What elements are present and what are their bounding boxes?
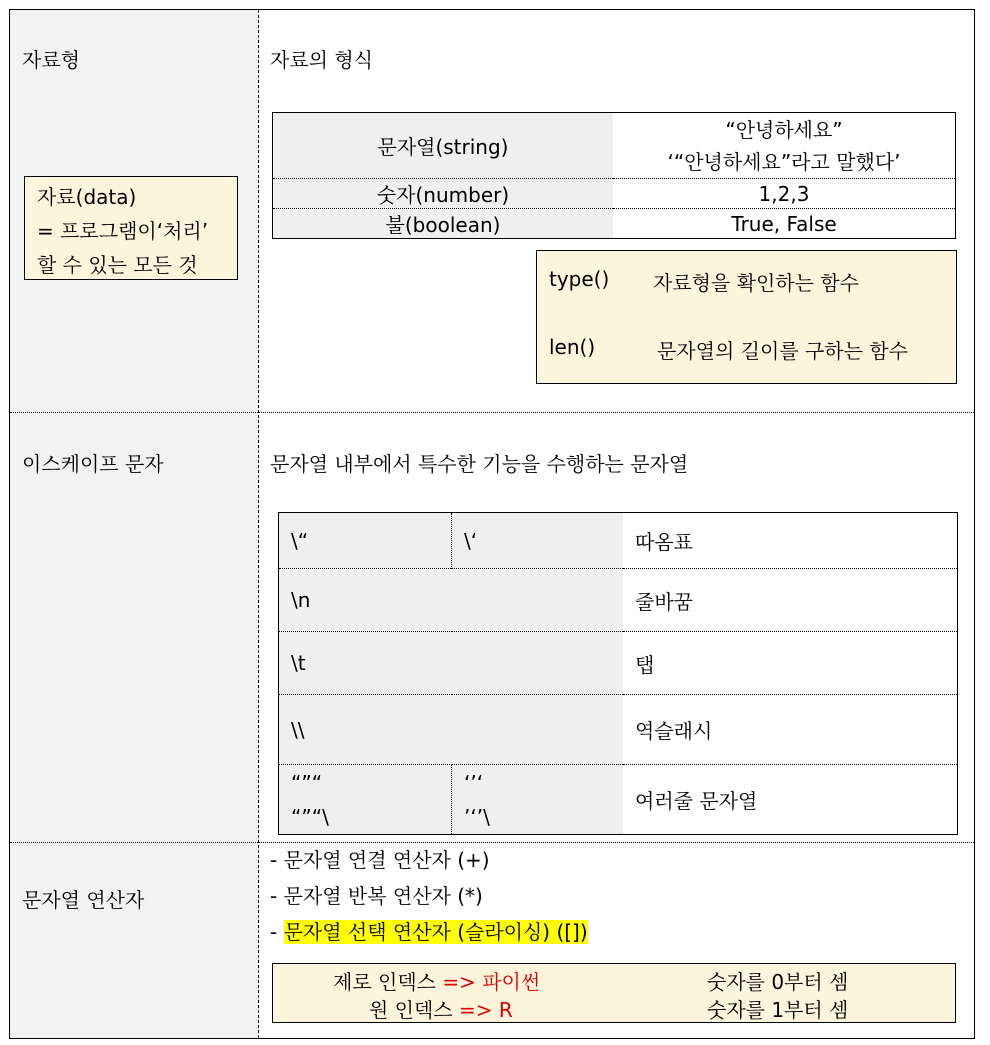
escape-line: “”“\ [291, 804, 329, 829]
escape-code: \“ [279, 513, 452, 569]
escape-code [452, 765, 624, 835]
index-label: 제로 인덱스 [333, 970, 436, 994]
escape-desc: 줄바꿈 [623, 569, 958, 632]
func-desc: 자료형을 확인하는 함수 [653, 271, 859, 295]
escape-desc: 따옴표 [635, 530, 693, 554]
index-line [333, 966, 540, 995]
arrow: => [459, 998, 493, 1022]
escape-desc: 여러줄 문자열 [623, 765, 958, 835]
datatype-table [272, 112, 956, 239]
example-cell: True, False [613, 209, 956, 239]
arrow: => [442, 970, 476, 994]
escape-desc: 역슬래시 [623, 695, 958, 765]
index-desc: 숫자를 1부터 셈 [707, 998, 849, 1022]
operator-item: - 문자열 연결 연산자 (+) [270, 848, 490, 872]
row-label-datatype: 자료형 [22, 48, 80, 72]
index-label: 원 인덱스 [369, 998, 453, 1022]
table-row [279, 632, 958, 695]
example-text: ‘“안녕하세요”라고 말했다’ [667, 149, 901, 174]
operator-list [270, 842, 588, 950]
data-definition-note [24, 176, 238, 280]
func-name: type() [549, 267, 610, 291]
index-note [272, 963, 956, 1023]
escape-code: \‘ [452, 513, 624, 569]
section-title-escape: 문자열 내부에서 특수한 기능을 수행하는 문자열 [270, 452, 689, 476]
example-cell [613, 113, 956, 179]
table-row [273, 179, 956, 209]
row-divider [10, 412, 974, 413]
escape-line: ’‘’\ [464, 804, 490, 829]
column-divider [258, 10, 259, 1038]
example-text: “안녕하세요” [725, 117, 843, 142]
table-row [279, 569, 958, 632]
type-cell: 숫자(number) [273, 179, 614, 209]
escape-line: “”“ [291, 770, 323, 795]
note-line: 할 수 있는 모든 것 [37, 253, 198, 277]
escape-code: \n [279, 569, 624, 632]
type-cell: 문자열(string) [273, 113, 614, 179]
func-desc: 문자열의 길이를 구하는 함수 [657, 339, 908, 363]
index-desc: 숫자를 0부터 셈 [707, 970, 849, 994]
document-table [9, 9, 975, 1039]
func-name: len() [549, 335, 596, 359]
row-label-escape: 이스케이프 문자 [22, 452, 164, 476]
escape-code [279, 765, 452, 835]
escape-code: \t [279, 632, 624, 695]
note-line: 자료(data) [37, 185, 137, 209]
table-row [279, 513, 958, 569]
type-cell: 불(boolean) [273, 209, 614, 239]
table-row [273, 113, 956, 179]
example-cell: 1,2,3 [613, 179, 956, 209]
escape-table [278, 512, 958, 835]
index-line [369, 994, 513, 1023]
escape-code: \\ [279, 695, 624, 765]
section-title-datatype: 자료의 형식 [270, 48, 373, 72]
table-row [273, 209, 956, 239]
highlighted-operator: 문자열 선택 연산자 (슬라이싱) ([]) [283, 920, 588, 944]
note-line: = 프로그램이‘처리’ [37, 219, 209, 243]
operator-item: - 문자열 반복 연산자 (*) [270, 884, 483, 908]
escape-desc: 탭 [623, 632, 958, 695]
functions-note [536, 250, 957, 384]
table-row [279, 765, 958, 835]
operator-item [270, 914, 588, 950]
bullet: - [270, 920, 284, 944]
language: R [498, 998, 513, 1022]
language: 파이썬 [482, 970, 541, 994]
table-row [279, 695, 958, 765]
row-label-operators: 문자열 연산자 [22, 888, 145, 912]
escape-line: ‘’‘ [464, 770, 484, 795]
